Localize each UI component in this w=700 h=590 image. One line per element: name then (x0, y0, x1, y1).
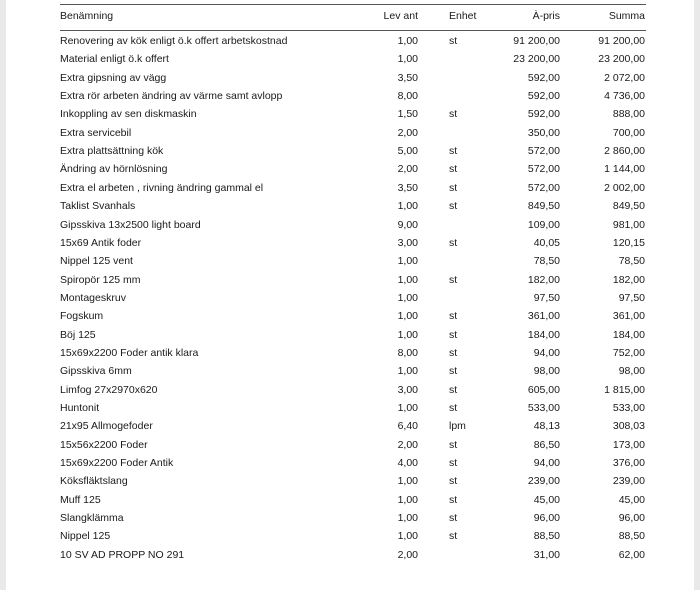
row-qty: 8,00 (397, 90, 418, 103)
row-sum: 2 072,00 (604, 71, 645, 84)
row-sum: 2 860,00 (604, 145, 645, 158)
header-unit: Enhet (449, 10, 477, 22)
row-sum: 62,00 (618, 548, 645, 561)
row-qty: 6,40 (397, 420, 418, 433)
row-price: 592,00 (527, 90, 560, 103)
row-name: Material enligt ö.k offert (60, 53, 169, 66)
row-name: 15x69x2200 Foder Antik (60, 457, 174, 470)
header-price: À-pris (532, 10, 560, 22)
row-qty: 3,00 (397, 236, 418, 249)
row-name: Limfog 27x2970x620 (60, 383, 158, 396)
row-sum: 888,00 (612, 108, 645, 121)
row-name: Fogskum (60, 310, 104, 323)
row-price: 40,05 (533, 236, 560, 249)
row-name: Böj 125 (60, 328, 96, 341)
row-name: Renovering av kök enligt ö.k offert arbetskostnad (60, 35, 288, 47)
row-sum: 533,00 (612, 402, 645, 414)
row-qty: 1,00 (397, 53, 418, 66)
table-row (60, 399, 646, 417)
row-qty: 1,00 (397, 493, 418, 506)
row-sum: 1 815,00 (604, 383, 645, 396)
row-sum: 120,15 (612, 236, 645, 249)
row-unit: st (449, 530, 458, 543)
row-price: 533,00 (527, 402, 560, 414)
row-name: Nippel 125 (60, 530, 111, 543)
row-unit: st (449, 163, 458, 176)
row-name: 21x95 Allmogefoder (60, 420, 153, 433)
row-qty: 1,00 (397, 200, 418, 213)
table-row (60, 216, 646, 234)
row-unit: st (449, 383, 458, 396)
row-price: 86,50 (533, 438, 560, 451)
row-qty: 5,00 (397, 145, 418, 158)
row-unit: st (449, 402, 458, 414)
row-qty: 4,00 (397, 457, 418, 470)
row-price: 48,13 (533, 420, 560, 433)
row-sum: 376,00 (612, 457, 645, 470)
row-sum: 98,00 (618, 365, 645, 378)
row-unit: st (449, 475, 458, 488)
table-row (60, 454, 646, 472)
header-name: Benämning (60, 10, 114, 22)
row-price: 98,00 (533, 365, 560, 378)
row-price: 184,00 (527, 328, 560, 341)
header-qty: Lev ant (383, 10, 418, 22)
row-sum: 96,00 (618, 512, 645, 525)
row-sum: 849,50 (612, 200, 645, 213)
table-row (60, 326, 646, 344)
row-qty: 1,00 (397, 365, 418, 378)
row-qty: 1,00 (397, 35, 418, 47)
table-row (60, 307, 646, 325)
row-price: 592,00 (527, 71, 560, 84)
row-price: 109,00 (527, 218, 560, 231)
row-qty: 1,00 (397, 402, 418, 414)
row-unit: st (449, 200, 458, 213)
table-row (60, 234, 646, 252)
table-row (60, 252, 646, 270)
row-name: 15x69 Antik foder (60, 236, 142, 249)
row-name: 10 SV AD PROPP NO 291 (60, 548, 185, 561)
table-row (60, 105, 646, 123)
table-row (60, 271, 646, 289)
row-qty: 1,00 (397, 255, 418, 268)
row-name: Inkoppling av sen diskmaskin (60, 108, 197, 121)
row-sum: 4 736,00 (604, 90, 645, 103)
row-qty: 3,00 (397, 383, 418, 396)
row-sum: 1 144,00 (604, 163, 645, 176)
row-unit: st (449, 108, 458, 121)
row-name: Extra servicebil (60, 126, 132, 139)
table-row (60, 160, 646, 178)
row-qty: 8,00 (397, 346, 418, 359)
table-row (60, 362, 646, 380)
row-price: 605,00 (527, 383, 560, 396)
row-unit: st (449, 145, 458, 158)
table-row (60, 124, 646, 142)
row-price: 94,00 (533, 457, 560, 470)
row-name: Extra gipsning av vägg (60, 71, 167, 84)
table-row (60, 491, 646, 509)
table-row (60, 50, 646, 68)
row-unit: st (449, 236, 458, 249)
row-qty: 3,50 (397, 71, 418, 84)
row-price: 23 200,00 (513, 53, 560, 66)
row-name: Huntonit (60, 402, 100, 414)
row-sum: 184,00 (612, 328, 645, 341)
row-unit: st (449, 457, 458, 470)
row-price: 94,00 (533, 346, 560, 359)
row-price: 91 200,00 (513, 35, 560, 47)
row-price: 88,50 (533, 530, 560, 543)
row-unit: st (449, 328, 458, 341)
row-qty: 1,00 (397, 328, 418, 341)
row-name: Ändring av hörnlösning (60, 163, 168, 176)
row-price: 96,00 (533, 512, 560, 525)
table-row (60, 179, 646, 197)
table-row (60, 436, 646, 454)
row-price: 239,00 (527, 475, 560, 488)
row-sum: 361,00 (612, 310, 645, 323)
header-sum: Summa (608, 10, 645, 22)
row-qty: 2,00 (397, 438, 418, 451)
row-sum: 239,00 (612, 475, 645, 488)
row-price: 572,00 (527, 145, 560, 158)
row-name: Extra plattsättning kök (60, 145, 164, 158)
row-name: Extra el arbeten , rivning ändring gammal el (60, 181, 264, 194)
row-unit: st (449, 181, 458, 194)
table-row (60, 142, 646, 160)
row-sum: 182,00 (612, 273, 645, 286)
row-price: 572,00 (527, 181, 560, 194)
row-qty: 3,50 (397, 181, 418, 194)
row-price: 572,00 (527, 163, 560, 176)
row-qty: 1,00 (397, 512, 418, 525)
row-qty: 1,50 (397, 108, 418, 121)
table-row (60, 417, 646, 435)
table-row (60, 546, 646, 564)
row-sum: 2 002,00 (604, 181, 645, 194)
table-row (60, 381, 646, 399)
row-sum: 45,00 (618, 493, 645, 506)
row-name: Spiroрör 125 mm (60, 273, 141, 286)
row-sum: 78,50 (618, 255, 645, 268)
row-name: Taklist Svanhals (60, 200, 136, 213)
row-sum: 97,50 (618, 291, 645, 304)
row-unit: st (449, 438, 458, 451)
invoice-page (6, 0, 694, 590)
row-sum: 752,00 (612, 346, 645, 359)
row-unit: st (449, 512, 458, 525)
row-unit: st (449, 365, 458, 378)
row-qty: 1,00 (397, 530, 418, 543)
row-price: 350,00 (527, 126, 560, 139)
row-qty: 2,00 (397, 163, 418, 176)
row-price: 97,50 (533, 291, 560, 304)
table-row (60, 509, 646, 527)
table-row (60, 32, 646, 50)
row-sum: 88,50 (618, 530, 645, 543)
table-row (60, 527, 646, 545)
row-name: Montageskruv (60, 291, 126, 304)
row-qty: 1,00 (397, 475, 418, 488)
row-name: 15x56x2200 Foder (60, 438, 148, 451)
row-sum: 308,03 (612, 420, 645, 433)
row-name: Gipsskiva 13x2500 light board (60, 218, 201, 231)
row-name: Nippel 125 vent (60, 255, 133, 268)
row-name: 15x69x2200 Foder antik klara (60, 346, 199, 359)
table-row (60, 289, 646, 307)
row-sum: 173,00 (612, 438, 645, 451)
table-row (60, 69, 646, 87)
row-qty: 2,00 (397, 126, 418, 139)
row-qty: 1,00 (397, 310, 418, 323)
row-name: Slangklämma (60, 512, 124, 525)
row-name: Köksfläktslang (60, 475, 128, 488)
row-unit: st (449, 493, 458, 506)
top-divider (60, 4, 646, 5)
row-price: 592,00 (527, 108, 560, 121)
row-price: 182,00 (527, 273, 560, 286)
table-header (60, 7, 646, 25)
row-qty: 1,00 (397, 291, 418, 304)
table-row (60, 344, 646, 362)
row-unit: st (449, 346, 458, 359)
row-unit: lpm (449, 420, 466, 433)
row-sum: 700,00 (612, 126, 645, 139)
row-sum: 91 200,00 (598, 35, 645, 47)
row-sum: 981,00 (612, 218, 645, 231)
row-name: Muff 125 (60, 493, 101, 506)
row-unit: st (449, 35, 458, 47)
row-sum: 23 200,00 (598, 53, 645, 66)
row-qty: 2,00 (397, 548, 418, 561)
row-qty: 1,00 (397, 273, 418, 286)
table-row (60, 197, 646, 215)
row-name: Extra rör arbeten ändring av värme samt avlopp (60, 90, 283, 103)
row-price: 45,00 (533, 493, 560, 506)
table-row (60, 472, 646, 490)
row-unit: st (449, 273, 458, 286)
row-qty: 9,00 (397, 218, 418, 231)
row-price: 849,50 (527, 200, 560, 213)
row-name: Gipsskiva 6mm (60, 365, 132, 378)
row-price: 78,50 (533, 255, 560, 268)
row-unit: st (449, 310, 458, 323)
row-price: 31,00 (533, 548, 560, 561)
header-divider (60, 30, 646, 31)
row-price: 361,00 (527, 310, 560, 323)
table-row (60, 87, 646, 105)
